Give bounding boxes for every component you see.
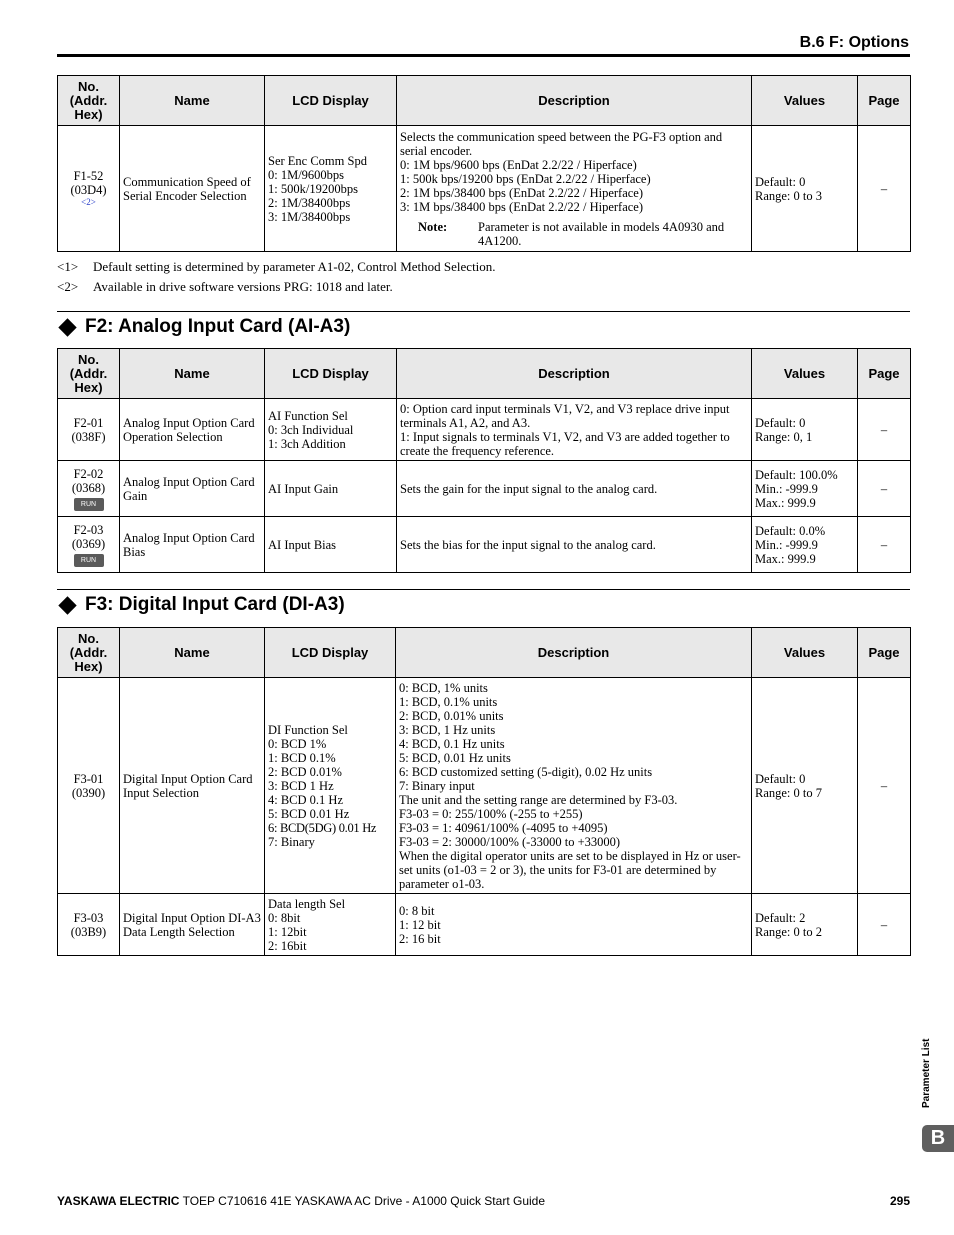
- lcd-line: AI Input Bias: [268, 537, 337, 552]
- page-ref: –: [858, 678, 911, 894]
- desc-line: When the digital operator units are set to be displayed in Hz or user-set units (o1-03 = 2 or 3), the units for F3-01 are determined by parameter o1-03.: [399, 848, 741, 891]
- param-name: Analog Input Option Card Bias: [120, 517, 265, 573]
- page-footer: [57, 1194, 910, 1208]
- lcd-line: 3: BCD 1 Hz: [268, 778, 334, 793]
- desc-line: 0: 1M bps/9600 bps (EnDat 2.2/22 / Hiperface): [400, 157, 637, 172]
- desc-line: 6: BCD customized setting (5-digit), 0.02 Hz units: [399, 764, 653, 779]
- lcd-line: 1: 500k/19200bps: [268, 181, 358, 196]
- param-number: F3-03: [73, 910, 104, 925]
- param-address: (038F): [71, 429, 106, 444]
- desc-line: F3-03 = 2: 30000/100% (-33000 to +33000): [399, 834, 621, 849]
- footnote-text: Default setting is determined by parameter A1-02, Control Method Selection.: [93, 259, 496, 274]
- desc-line: 3: BCD, 1 Hz units: [399, 722, 496, 737]
- col-header-description: Description: [397, 76, 752, 126]
- lcd-line: 0: 3ch Individual: [268, 422, 354, 437]
- desc-line: 5: BCD, 0.01 Hz units: [399, 750, 511, 765]
- col-header-name: Name: [120, 349, 265, 399]
- section-title: F2: Analog Input Card (AI-A3): [85, 316, 351, 337]
- col-header-no: No. (Addr. Hex): [58, 628, 120, 678]
- lcd-line: 1: 3ch Addition: [268, 436, 346, 451]
- value-line: Range: 0 to 7: [755, 785, 823, 800]
- param-address: (03D4): [70, 183, 107, 197]
- desc-line: 0: 8 bit: [399, 903, 435, 918]
- lcd-line: 1: BCD 0.1%: [268, 750, 336, 765]
- lcd-line: Ser Enc Comm Spd: [268, 153, 367, 168]
- table-row: [58, 126, 911, 252]
- lcd-line: 0: 1M/9600bps: [268, 167, 345, 182]
- value-line: Range: 0, 1: [755, 429, 813, 444]
- lcd-line: 5: BCD 0.01 Hz: [268, 806, 350, 821]
- desc-line: 1: 500k bps/19200 bps (EnDat 2.2/22 / Hiperface): [400, 171, 651, 186]
- table-row: [58, 399, 911, 461]
- value-line: Default: 0: [755, 174, 806, 189]
- parameter-table-f1: [57, 75, 911, 252]
- col-header-page: Page: [858, 76, 911, 126]
- param-name: Digital Input Option DI-A3 Data Length Selection: [120, 894, 265, 956]
- section-rule: [57, 311, 910, 312]
- col-header-no: No. (Addr. Hex): [58, 76, 120, 126]
- lcd-line: 0: 8bit: [268, 910, 301, 925]
- diamond-bullet-icon: [58, 596, 76, 614]
- section-title: F3: Digital Input Card (DI-A3): [85, 594, 345, 615]
- col-header-values: Values: [752, 628, 858, 678]
- table-row: [58, 894, 911, 956]
- page-ref: –: [858, 126, 911, 252]
- col-header-lcd: LCD Display: [265, 628, 396, 678]
- param-address: (0369): [71, 536, 106, 551]
- desc-line: 1: Input signals to terminals V1, V2, and V3 are added together to create the frequency reference.: [400, 429, 730, 458]
- note-label: Note:: [418, 219, 448, 234]
- param-name: Digital Input Option Card Input Selection: [120, 678, 265, 894]
- col-header-description: Description: [396, 628, 752, 678]
- chapter-tab[interactable]: B: [922, 1125, 954, 1152]
- desc-line: 0: BCD, 1% units: [399, 680, 488, 695]
- footnote-mark: <1>: [57, 259, 79, 274]
- footer-brand: YASKAWA ELECTRIC: [57, 1194, 180, 1208]
- lcd-line: 4: BCD 0.1 Hz: [268, 792, 343, 807]
- desc-line: 2: 1M bps/38400 bps (EnDat 2.2/22 / Hiperface): [400, 185, 644, 200]
- value-line: Min.: -999.9: [755, 537, 818, 552]
- lcd-line: 1: 12bit: [268, 924, 307, 939]
- page-ref: –: [858, 461, 911, 517]
- value-line: Default: 0: [755, 415, 806, 430]
- table-row: [58, 517, 911, 573]
- param-address: (0390): [71, 785, 106, 800]
- col-header-page: Page: [858, 349, 911, 399]
- value-line: Default: 0.0%: [755, 523, 826, 538]
- section-rule: [57, 589, 910, 590]
- desc-line: 2: 16 bit: [399, 931, 441, 946]
- lcd-line: 7: Binary: [268, 834, 315, 849]
- lcd-line: 0: BCD 1%: [268, 736, 327, 751]
- lcd-line: 2: 1M/38400bps: [268, 195, 351, 210]
- section-heading-f2: [57, 316, 350, 338]
- note-block: [400, 220, 748, 248]
- lcd-line: DI Function Sel: [268, 722, 348, 737]
- col-header-name: Name: [120, 628, 265, 678]
- parameter-table-f2: [57, 348, 911, 573]
- col-header-description: Description: [397, 349, 752, 399]
- header-rule: [57, 54, 910, 57]
- diamond-bullet-icon: [58, 318, 76, 336]
- page-ref: –: [858, 894, 911, 956]
- col-header-name: Name: [120, 76, 265, 126]
- desc-line: 4: BCD, 0.1 Hz units: [399, 736, 505, 751]
- param-address: (0368): [71, 480, 106, 495]
- footnote-mark: <2>: [57, 279, 79, 294]
- desc-line: Selects the communication speed between the PG-F3 option and serial encoder.: [400, 129, 723, 158]
- run-icon: RUN: [74, 498, 104, 511]
- desc-line: F3-03 = 0: 255/100% (-255 to +255): [399, 806, 583, 821]
- value-line: Default: 0: [755, 771, 806, 786]
- lcd-line: 6: BCD(5DG) 0.01 Hz: [268, 820, 377, 835]
- lcd-line: 2: BCD 0.01%: [268, 764, 342, 779]
- table-row: [58, 461, 911, 517]
- desc-line: 3: 1M bps/38400 bps (EnDat 2.2/22 / Hiperface): [400, 199, 644, 214]
- desc-line: 7: Binary input: [399, 778, 475, 793]
- param-number: F3-01: [73, 771, 104, 786]
- param-name: Analog Input Option Card Operation Selection: [120, 399, 265, 461]
- desc-line: Sets the gain for the input signal to the analog card.: [400, 481, 658, 496]
- page-number: 295: [889, 1194, 910, 1208]
- desc-line: 1: 12 bit: [399, 917, 441, 932]
- value-line: Range: 0 to 3: [755, 188, 823, 203]
- param-name: Communication Speed of Serial Encoder Selection: [120, 126, 265, 252]
- lcd-line: Data length Sel: [268, 896, 346, 911]
- section-header: B.6 F: Options: [799, 34, 909, 51]
- col-header-values: Values: [752, 349, 858, 399]
- footnote-1: [57, 259, 496, 275]
- page-ref: –: [858, 399, 911, 461]
- col-header-page: Page: [858, 628, 911, 678]
- col-header-values: Values: [752, 76, 858, 126]
- lcd-line: 3: 1M/38400bps: [268, 209, 351, 224]
- desc-line: 0: Option card input terminals V1, V2, and V3 replace drive input terminals A1, A2, and A3.: [400, 401, 730, 430]
- footer-doc-info: [57, 1194, 545, 1208]
- note-text: Parameter is not available in models 4A0930 and 4A1200.: [478, 219, 725, 248]
- value-line: Max.: 999.9: [755, 495, 816, 510]
- value-line: Default: 100.0%: [755, 467, 838, 482]
- col-header-lcd: LCD Display: [265, 76, 397, 126]
- desc-line: Sets the bias for the input signal to the analog card.: [400, 537, 656, 552]
- page-ref: –: [858, 517, 911, 573]
- desc-line: The unit and the setting range are determined by F3-03.: [399, 792, 678, 807]
- col-header-no: No. (Addr. Hex): [58, 349, 120, 399]
- footnote-2: [57, 279, 393, 295]
- value-line: Default: 2: [755, 910, 806, 925]
- col-header-lcd: LCD Display: [265, 349, 397, 399]
- param-number: F2-03: [73, 522, 104, 537]
- run-icon: RUN: [74, 554, 104, 567]
- value-line: Min.: -999.9: [755, 481, 818, 496]
- lcd-line: 2: 16bit: [268, 938, 307, 953]
- section-heading-f3: [57, 594, 345, 616]
- value-line: Max.: 999.9: [755, 551, 816, 566]
- param-number: F1-52: [73, 169, 104, 183]
- param-address: (03B9): [70, 924, 107, 939]
- footnote-text: Available in drive software versions PRG: 1018 and later.: [93, 279, 393, 294]
- param-number: F2-02: [73, 466, 104, 481]
- value-line: Range: 0 to 2: [755, 924, 823, 939]
- footnote-ref-link[interactable]: <2>: [81, 197, 96, 207]
- desc-line: 1: BCD, 0.1% units: [399, 694, 498, 709]
- desc-line: 2: BCD, 0.01% units: [399, 708, 504, 723]
- param-name: Analog Input Option Card Gain: [120, 461, 265, 517]
- footer-doc: TOEP C710616 41E YASKAWA AC Drive - A1000 Quick Start Guide: [182, 1194, 546, 1208]
- param-number: F2-01: [73, 415, 104, 430]
- lcd-line: AI Function Sel: [268, 408, 348, 423]
- side-label-text: Parameter List: [921, 1038, 932, 1108]
- parameter-table-f3: [57, 627, 911, 956]
- lcd-line: AI Input Gain: [268, 481, 339, 496]
- table-row: [58, 678, 911, 894]
- desc-line: F3-03 = 1: 40961/100% (-4095 to +4095): [399, 820, 608, 835]
